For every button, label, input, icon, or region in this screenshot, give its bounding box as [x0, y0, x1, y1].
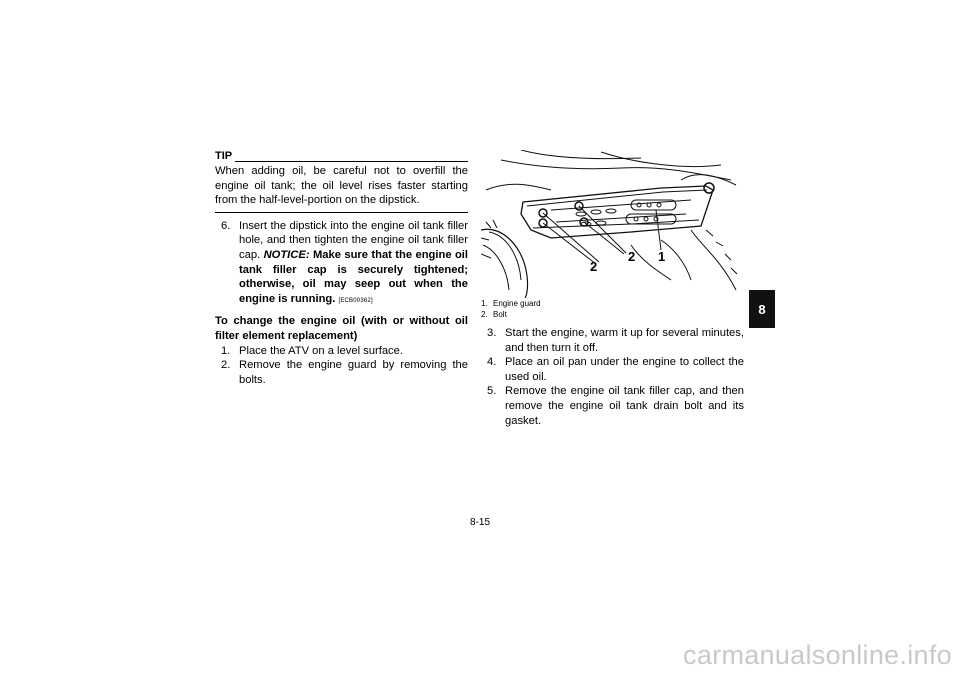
callout-engine-guard: 1 [658, 249, 666, 264]
callout-bolt-left: 2 [590, 259, 598, 274]
step-5 [481, 384, 744, 428]
step-text: Remove the engine oil tank filler cap, and then remove the engine oil tank drain bolt and its gasket. [505, 385, 744, 427]
notice-label: NOTICE: [263, 248, 310, 261]
step-number: 5. [487, 385, 497, 398]
page-number: 8-15 [469, 517, 490, 528]
step-text: Start the engine, warm it up for several minutes, and then turn it off. [505, 327, 744, 354]
step-text: Place the ATV on a level surface. [239, 344, 403, 357]
step-3 [481, 326, 744, 355]
step-text: Insert the dipstick into the engine oil tank filler hole, and then tighten the engine oil tank filler cap. [239, 219, 468, 261]
step-text: Place an oil pan under the engine to collect the used oil. [505, 356, 744, 383]
figure-caption [481, 298, 744, 320]
step-6 [215, 219, 468, 309]
callout-bolt-right: 2 [628, 249, 636, 264]
chapter-tab: 8 [749, 290, 775, 328]
caption-item: 2. Bolt [481, 310, 507, 319]
step-4 [481, 355, 744, 384]
step-2 [215, 358, 468, 387]
caption-item: 1. Engine guard [481, 299, 541, 308]
step-number: 1. [221, 344, 231, 357]
watermark: carmanualsonline.info [683, 640, 952, 670]
left-column [215, 150, 468, 387]
tip-heading: TIP [215, 150, 468, 164]
notice-code: [ECB00362] [338, 297, 373, 304]
tip-rule [235, 161, 468, 162]
tip-text: When adding oil, be careful not to overfill the engine oil tank; the oil level rises faster starting from the half-level-portion on the dipstick. [215, 165, 468, 207]
notice-text: Make sure that the engine oil tank filler cap is securely tightened; otherwise, oil may seep out when the engine is running. [239, 248, 468, 305]
step-number: 4. [487, 356, 497, 369]
section-heading: To change the engine oil (with or without oil filter element replacement) [215, 315, 468, 342]
step-number: 2. [221, 359, 231, 372]
step-1 [215, 344, 468, 359]
engine-guard-illustration [481, 150, 744, 298]
right-column [481, 150, 744, 428]
tip-end-rule [215, 212, 468, 213]
step-text: Remove the engine guard by removing the bolts. [239, 359, 468, 386]
step-number: 6. [221, 219, 231, 232]
step-number: 3. [487, 327, 497, 339]
engine-guard-figure [481, 150, 744, 298]
